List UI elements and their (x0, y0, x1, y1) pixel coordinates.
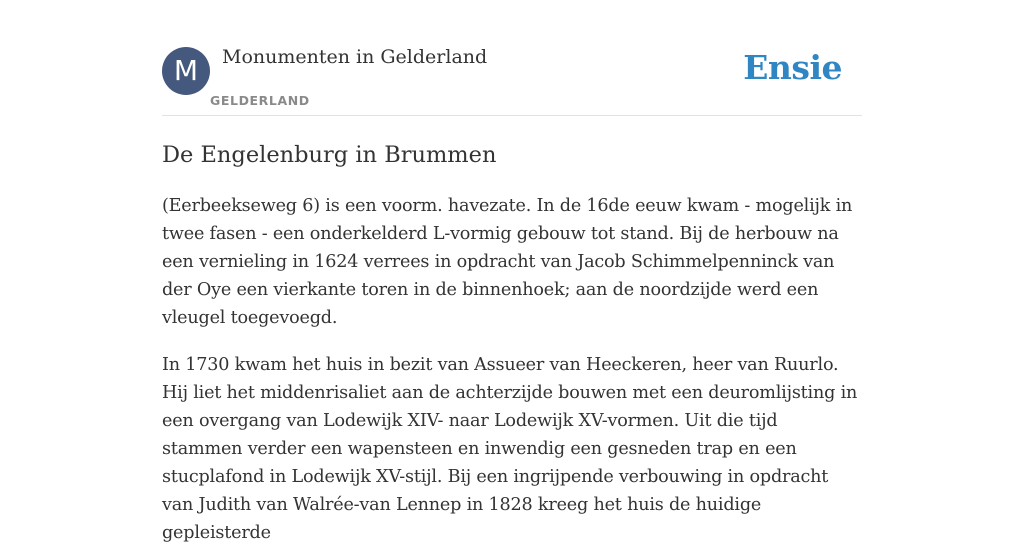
header (162, 46, 862, 116)
article (162, 140, 862, 547)
header-divider (162, 115, 862, 116)
avatar[interactable]: M (162, 47, 210, 95)
article-title: De Engelenburg in Brummen (162, 142, 497, 168)
site-title[interactable]: Monumenten in Gelderland (222, 46, 488, 68)
brand-logo[interactable]: Ensie (743, 48, 842, 87)
article-paragraph: (Eerbeekseweg 6) is een voorm. havezate. In de 16de eeuw kwam - mogelijk in twee fasen - een onderkelderd L-vormig gebouw tot stand. Bij de herbouw na een vernieling in 1624 verrees in opdracht van Jacob Schimmelpenninck van der Oye een vierkante toren in de binnenhoek; aan de noordzijde werd een vleugel toegevoegd. (162, 196, 853, 328)
category-label[interactable]: GELDERLAND (210, 93, 310, 108)
article-paragraph: In 1730 kwam het huis in bezit van Assueer van Heeckeren, heer van Ruurlo. Hij liet het middenrisaliet aan de achterzijde bouwen met een deuromlijsting in een overgang van Lodewijk XIV- naar Lodewijk XV-vormen. Uit die tijd stammen verder een wapensteen en inwendig een gesneden trap en een stucplafond in Lodewijk XV-stijl. Bij een ingrijpende verbouwing in opdracht van Judith van Walrée-van Lennep in 1828 kreeg het huis de huidige gepleisterde (162, 355, 858, 543)
